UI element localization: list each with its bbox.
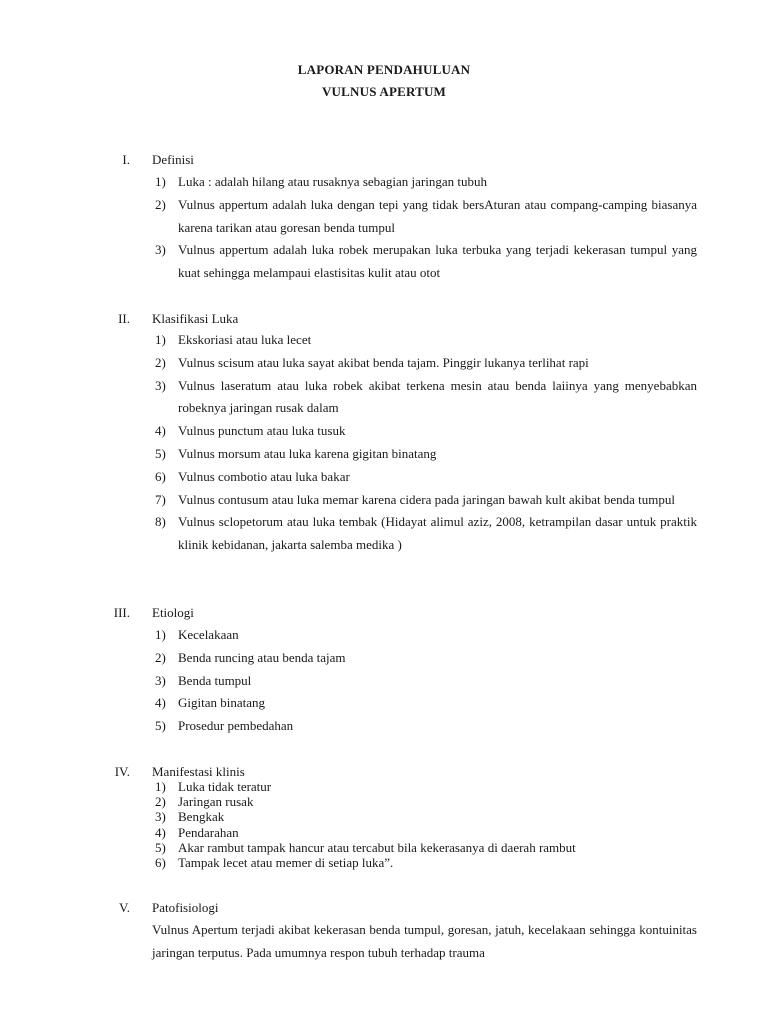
section-number: V. <box>119 900 130 915</box>
list-item: 3) Vulnus laseratum atau luka robek akibat terkena mesin atau benda laiinya yang menyebabkan robeknya jaringan rusak dalam <box>155 377 697 416</box>
definisi-list <box>152 171 697 285</box>
patofisiologi-paragraph: Vulnus Apertum terjadi akibat kekerasan benda tumpul, goresan, jatuh, kecelakaan sehingga kontuinitas jaringan terputus. Pada umumnya respon tubuh terhadap trauma <box>152 922 697 960</box>
etiologi-list <box>152 624 697 738</box>
section-title: Klasifikasi Luka <box>152 311 239 326</box>
list-item: 3) Benda tumpul <box>155 672 252 688</box>
manifestasi-list <box>152 779 697 870</box>
list-item: 6) Vulnus combotio atau luka bakar <box>155 468 350 484</box>
list-item: 8) Vulnus sclopetorum atau luka tembak (Hidayat alimul aziz, 2008, ketrampilan dasar untuk praktik klinik kebidanan, jakarta salemba medika ) <box>155 514 697 553</box>
list-item: 5) Prosedur pembedahan <box>155 718 294 734</box>
klasifikasi-list <box>152 329 697 557</box>
list-item: 1) Kecelakaan <box>155 627 239 642</box>
section-title: Manifestasi klinis <box>152 764 245 779</box>
document-title: LAPORAN PENDAHULUAN <box>297 62 471 77</box>
list-item: 3) Vulnus appertum adalah luka robek merupakan luka terbuka yang terjadi kekerasan tumpul yang kuat sehingga melampaui elastisitas kulit atau otot <box>155 242 697 281</box>
section-title: Patofisiologi <box>152 900 219 915</box>
list-item: 1) Luka : adalah hilang atau rusaknya sebagian jaringan tubuh <box>155 174 488 189</box>
list-item: 4) Pendarahan <box>155 824 239 840</box>
list-item: 2) Benda runcing atau benda tajam <box>155 649 346 665</box>
section-number: II. <box>118 311 130 326</box>
list-item: 1) Luka tidak teratur <box>155 779 272 794</box>
list-item: 2) Jaringan rusak <box>155 794 254 810</box>
list-item: 7) Vulnus contusum atau luka memar karena cidera pada jaringan bawah kult akibat benda tumpul <box>155 491 676 507</box>
list-item: 2) Vulnus appertum adalah luka dengan tepi yang tidak bersAturan atau compang-camping biasanya karena tarikan atau goresan benda tumpul <box>155 196 697 235</box>
list-item: 2) Vulnus scisum atau luka sayat akibat benda tajam. Pinggir lukanya terlihat rapi <box>155 354 589 370</box>
section-title: Definisi <box>152 152 194 167</box>
list-item: 4) Gigitan binatang <box>155 695 266 711</box>
list-item: 3) Bengkak <box>155 809 225 825</box>
section-number: I. <box>122 152 130 167</box>
section-number: III. <box>113 605 130 620</box>
list-item: 1) Ekskoriasi atau luka lecet <box>155 332 312 347</box>
list-item: 5) Vulnus morsum atau luka karena gigitan binatang <box>155 445 437 461</box>
section-number: IV. <box>114 764 130 779</box>
list-item: 5) Akar rambut tampak hancur atau tercabut bila kekerasanya di daerah rambut <box>155 839 576 855</box>
document-subtitle: VULNUS APERTUM <box>321 84 447 99</box>
section-title: Etiologi <box>152 605 194 620</box>
list-item: 4) Vulnus punctum atau luka tusuk <box>155 423 346 439</box>
list-item: 6) Tampak lecet atau memer di setiap luka”. <box>155 855 394 871</box>
